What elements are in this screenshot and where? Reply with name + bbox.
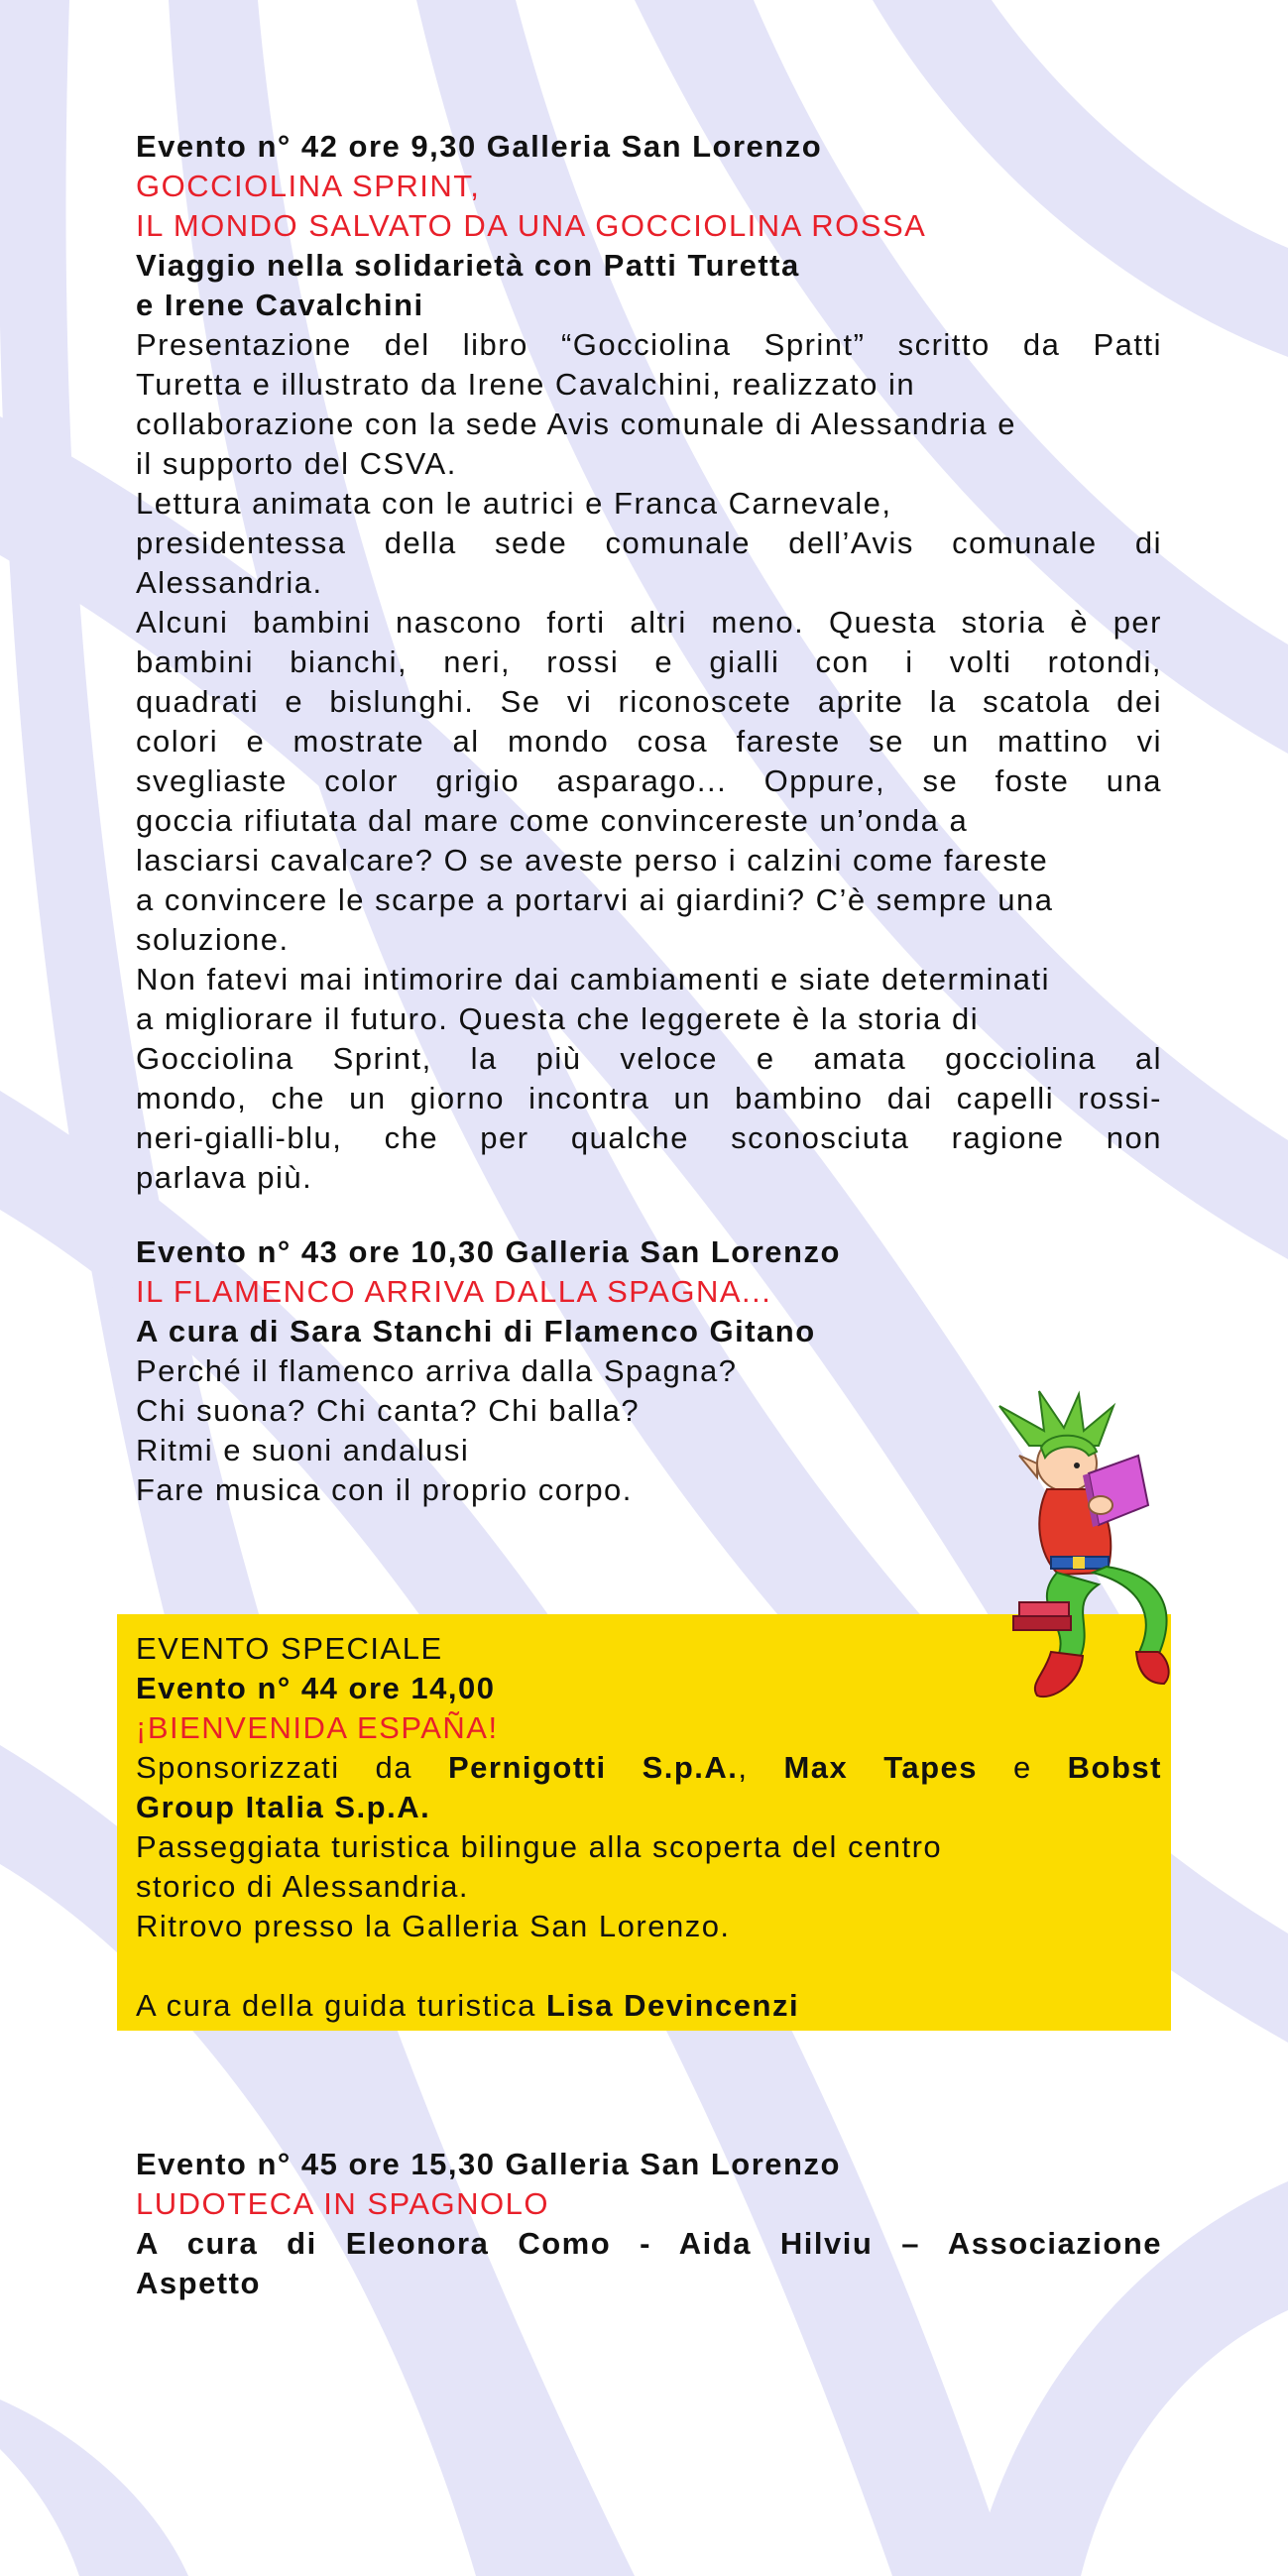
event-42-body-line: Presentazione del libro “Gocciolina Sprint” scritto da Patti [136,327,1162,362]
event-42-header: Evento n° 42 ore 9,30 Galleria San Lorenzo [136,129,823,164]
elf-reading-book-illustration [990,1386,1188,1733]
event-43-subtitle: A cura di Sara Stanchi di Flamenco Gitano [136,1314,816,1348]
sponsor-name: Bobst [1067,1750,1162,1785]
event-42-body-line: neri-gialli-blu, che per qualche sconosciuta ragione non [136,1120,1162,1155]
sponsor-name: Pernigotti S.p.A. [447,1750,739,1785]
event-42-body-line: Alessandria. [136,565,323,600]
event-44-body-line: Passeggiata turistica bilingue alla scoperta del centro [136,1829,943,1864]
event-45-title: LUDOTECA IN SPAGNOLO [136,2186,550,2221]
event-43-body-line: Chi suona? Chi canta? Chi balla? [136,1393,641,1428]
event-42-body-line: a migliorare il futuro. Questa che leggerete è la storia di [136,1001,980,1036]
event-44-sponsors [136,1748,1162,1788]
event-44-header: Evento n° 44 ore 14,00 [136,1671,496,1705]
event-43-title: IL FLAMENCO ARRIVA DALLA SPAGNA... [136,1274,772,1309]
event-44-guide [136,1986,1162,2026]
event-42-body-line: presidentessa della sede comunale dell’Avis comunale di [136,526,1162,560]
event-43-body-line: Fare musica con il proprio corpo. [136,1472,633,1507]
event-43-body-line: Ritmi e suoni andalusi [136,1433,470,1467]
event-42-body-line: parlava più. [136,1160,313,1195]
sponsor-name: Max Tapes [783,1750,979,1785]
event-42-body-line: Turetta e illustrato da Irene Cavalchini, realizzato in [136,367,916,402]
event-42-body-line: il supporto del CSVA. [136,446,457,481]
event-42-body-line: soluzione. [136,922,290,957]
event-42-body-line: goccia rifiutata dal mare come convincereste un’onda a [136,803,969,838]
event-42-body-line: colori e mostrate al mondo cosa fareste se un mattino vi [136,724,1162,759]
event-44-body-line: storico di Alessandria. [136,1869,470,1904]
event-42-body-line: Alcuni bambini nascono forti altri meno. Questa storia è per [136,605,1162,640]
event-42-body-line: svegliaste color grigio asparago... Oppure, se foste una [136,763,1162,798]
event-43-header: Evento n° 43 ore 10,30 Galleria San Lorenzo [136,1234,841,1269]
sponsor-name-line2: Group Italia S.p.A. [136,1790,431,1824]
event-42-body-line: Lettura animata con le autrici e Franca Carnevale, [136,486,892,521]
event-42-subtitle: Viaggio nella solidarietà con Patti Turetta [136,248,800,283]
event-42-body-line: Non fatevi mai intimorire dai cambiamenti e siate determinati [136,962,1050,996]
event-42-body-line: a convincere le scarpe a portarvi ai giardini? C’è sempre una [136,882,1054,917]
event-42-body-line: bambini bianchi, neri, rossi e gialli con i volti rotondi, [136,644,1162,679]
sponsor-prefix: Sponsorizzati da [136,1750,448,1785]
event-42-body-line: Gocciolina Sprint, la più veloce e amata gocciolina al [136,1041,1162,1076]
event-42-section [136,127,1162,1198]
event-45-subtitle-line2: Aspetto [136,2266,261,2300]
event-42-body-line: collaborazione con la sede Avis comunale di Alessandria e [136,407,1016,441]
sponsor-separator: e [978,1750,1068,1785]
event-42-title: GOCCIOLINA SPRINT, [136,169,481,203]
special-event-label: EVENTO SPECIALE [136,1631,443,1666]
event-42-title-line2: IL MONDO SALVATO DA UNA GOCCIOLINA ROSSA [136,208,927,243]
event-42-body-line: quadrati e bislunghi. Se vi riconoscete aprite la scatola dei [136,684,1162,719]
event-44-title: ¡BIENVENIDA ESPAÑA! [136,1710,499,1745]
event-43-body-line: Perché il flamenco arriva dalla Spagna? [136,1353,738,1388]
guide-prefix: A cura della guida turistica [136,1988,546,2023]
guide-name: Lisa Devincenzi [546,1988,800,2023]
sponsor-separator: , [738,1750,784,1785]
event-45-subtitle: A cura di Eleonora Como - Aida Hilviu – Associazione [136,2226,1162,2261]
event-42-body-line: lasciarsi cavalcare? O se aveste perso i calzini come fareste [136,843,1049,878]
event-45-section [136,2145,1162,2303]
event-42-body-line: mondo, che un giorno incontra un bambino dai capelli rossi- [136,1081,1162,1115]
event-42-subtitle-line2: e Irene Cavalchini [136,288,424,322]
event-44-body-line: Ritrovo presso la Galleria San Lorenzo. [136,1909,731,1943]
event-45-header: Evento n° 45 ore 15,30 Galleria San Lorenzo [136,2147,841,2181]
